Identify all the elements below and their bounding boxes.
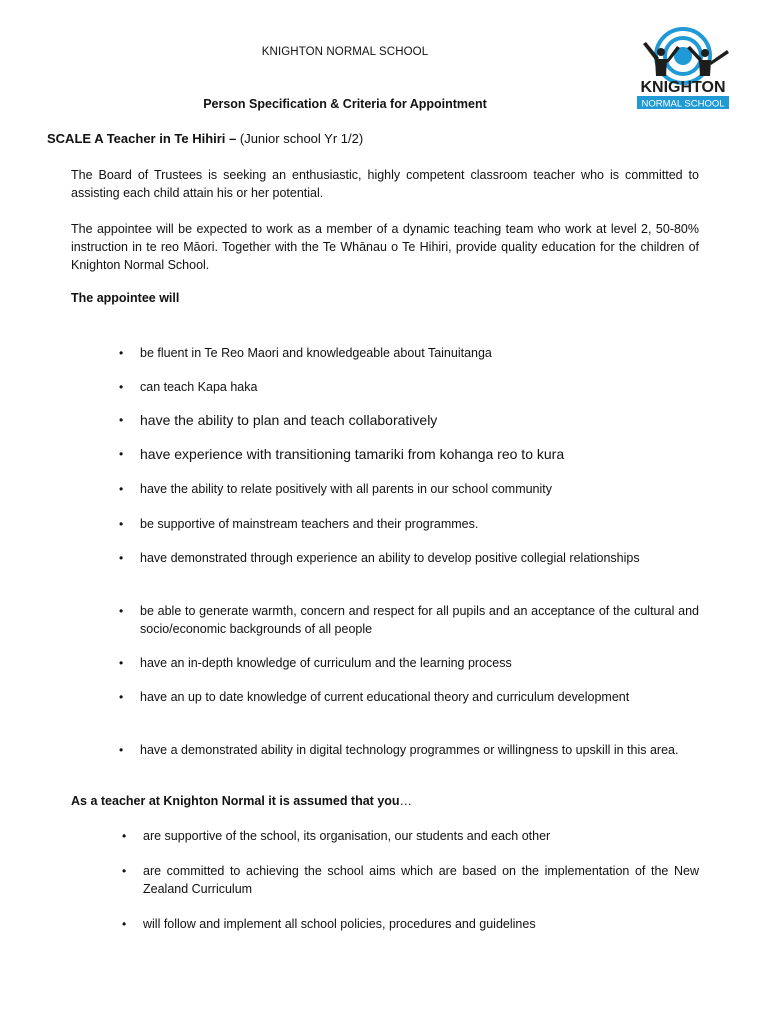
list-item: • be able to generate warmth, concern and respect for all pupils and an acceptance of the cultural and socio/economic backgrounds of all people: [119, 604, 699, 636]
school-name-header: KNIGHTON NORMAL SCHOOL: [261, 46, 429, 58]
position-scale-bold: SCALE A Teacher in Te Hihiri –: [47, 131, 237, 146]
list-item: • have an in-depth knowledge of curriculum and the learning process: [119, 656, 512, 670]
bullet-icon: •: [119, 346, 124, 360]
list-item: • have the ability to plan and teach collaboratively: [119, 412, 438, 428]
position-scale-line: [47, 131, 363, 146]
list-item: • will follow and implement all school policies, procedures and guidelines: [122, 917, 536, 931]
bullet-icon: •: [119, 482, 124, 496]
bullet-icon: •: [119, 380, 124, 394]
bullet-icon: •: [119, 413, 124, 427]
logo-text-knighton: KNIGHTON: [640, 79, 726, 96]
bullet-icon: •: [122, 917, 127, 931]
list-item: • be supportive of mainstream teachers and their programmes.: [119, 517, 479, 531]
list-item: • have an up to date knowledge of current educational theory and curriculum development: [119, 690, 630, 704]
position-scale-detail: (Junior school Yr 1/2): [236, 131, 364, 146]
list-item: • have the ability to relate positively with all parents in our school community: [119, 482, 553, 496]
bullet-icon: •: [119, 656, 124, 670]
bullet-icon: •: [119, 551, 124, 565]
list-item: • have experience with transitioning tamariki from kohanga reo to kura: [119, 446, 565, 462]
bullet-icon: •: [119, 517, 124, 531]
list-item: • have demonstrated through experience an ability to develop positive collegial relationships: [119, 551, 640, 565]
bullet-icon: •: [122, 864, 127, 878]
list-item: • are committed to achieving the school aims which are based on the implementation of the New Zealand Curriculum: [122, 864, 699, 896]
list-item: • can teach Kapa haka: [119, 380, 258, 394]
bullet-icon: •: [119, 743, 124, 757]
list-item: • have a demonstrated ability in digital technology programmes or willingness to upskill in this area.: [119, 743, 679, 757]
list-item: • be fluent in Te Reo Maori and knowledgeable about Tainuitanga: [119, 346, 492, 360]
document-title: Person Specification & Criteria for Appointment: [203, 97, 487, 111]
bullet-icon: •: [119, 604, 124, 618]
bullet-icon: •: [122, 829, 127, 843]
appointee-heading: The appointee will: [71, 291, 180, 305]
bullet-icon: •: [119, 447, 124, 461]
appointee-paragraph: The appointee will be expected to work as a member of a dynamic teaching team who work at level 2, 50-80% instruction in te reo Māori. Together with the Te Whānau o Te Hihiri, provide quality education for the children of Knighton Normal School.: [71, 222, 699, 272]
intro-paragraph: The Board of Trustees is seeking an enthusiastic, highly competent classroom teacher who is committed to assisting each child attain his or her potential.: [71, 168, 699, 200]
logo-text-normal-school: NORMAL SCHOOL: [641, 98, 725, 110]
teacher-assumptions-heading: As a teacher at Knighton Normal it is assumed that you…: [71, 794, 413, 808]
bullet-icon: •: [119, 690, 124, 704]
list-item: • are supportive of the school, its organisation, our students and each other: [122, 829, 551, 843]
